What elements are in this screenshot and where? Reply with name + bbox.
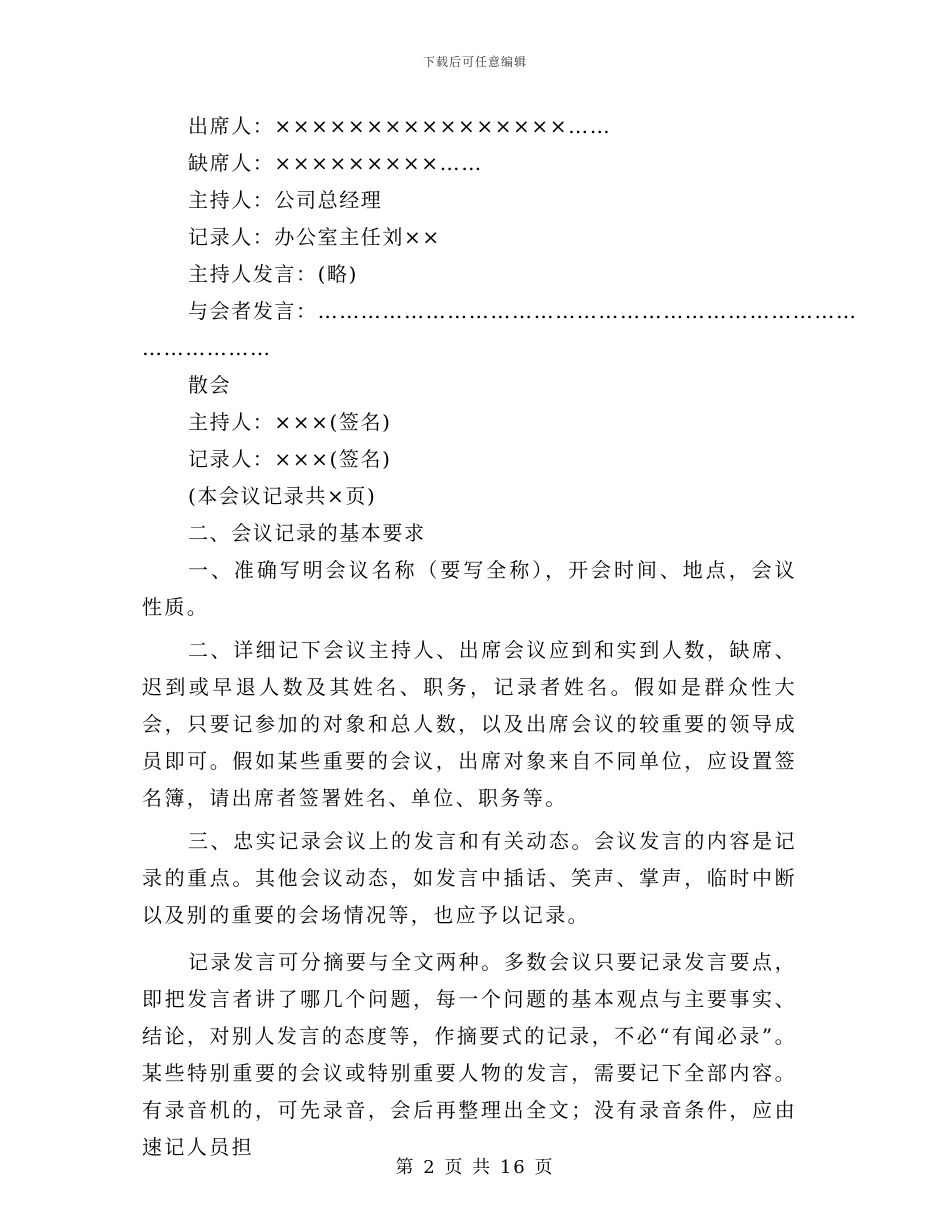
host-line: 主持人：公司总经理 (188, 188, 383, 212)
page-footer: 第 2 页 共 16 页 (395, 1157, 555, 1178)
paragraph-3: 三、忠实记录会议上的发言和有关动态。会议发言的内容是记录的重点。其他会议动态，如发言中插话、笑声、掌声，临时中断以及别的重要的会场情况等，也应予以记录。 (142, 829, 797, 927)
paragraph-1: 一、准确写明会议名称（要写全称），开会时间、地点，会议性质。 (142, 558, 797, 619)
absent-line: 缺席人：×××××××××…… (188, 151, 483, 175)
paragraph-2: 二、详细记下会议主持人、出席会议应到和实到人数，缺席、迟到或早退人数及其姓名、职务，记录者姓名。假如是群众性大会，只要记参加的对象和总人数，以及出席会议的较重要的领导成员即可。假如某些重要的会议，出席对象来自不同单位，应设置签名簿，请出席者签署姓名、单位、职务等。 (142, 638, 797, 810)
adjourn-line: 散会 (188, 373, 232, 397)
host-speech-line: 主持人发言：(略) (188, 262, 359, 286)
section-title: 二、会议记录的基本要求 (188, 521, 426, 545)
header-note: 下载后可任意编辑 (422, 55, 527, 69)
participant-speech-line: 与会者发言：………………………………………………………………… (188, 299, 858, 323)
participant-speech-continuation: ……………… (142, 336, 272, 360)
recorder-signature-line: 记录人：×××(签名) (188, 447, 392, 471)
recorder-line: 记录人：办公室主任刘×× (188, 225, 441, 249)
present-line: 出席人：××××××××××××××××…… (188, 114, 612, 138)
document-body (142, 108, 858, 1166)
paragraph-4: 记录发言可分摘要与全文两种。多数会议只要记录发言要点，即把发言者讲了哪几个问题，每一个问题的基本观点与主要事实、结论，对别人发言的态度等，作摘要式的记录，不必“有闻必录”。某些特别重要的会议或特别重要人物的发言，需要记下全部内容。有录音机的，可先录音，会后再整理出全文；没有录音条件，应由速记人员担 (142, 950, 797, 1159)
host-signature-line: 主持人：×××(签名) (188, 410, 392, 434)
page-count-note: (本会议记录共×页) (188, 484, 377, 508)
